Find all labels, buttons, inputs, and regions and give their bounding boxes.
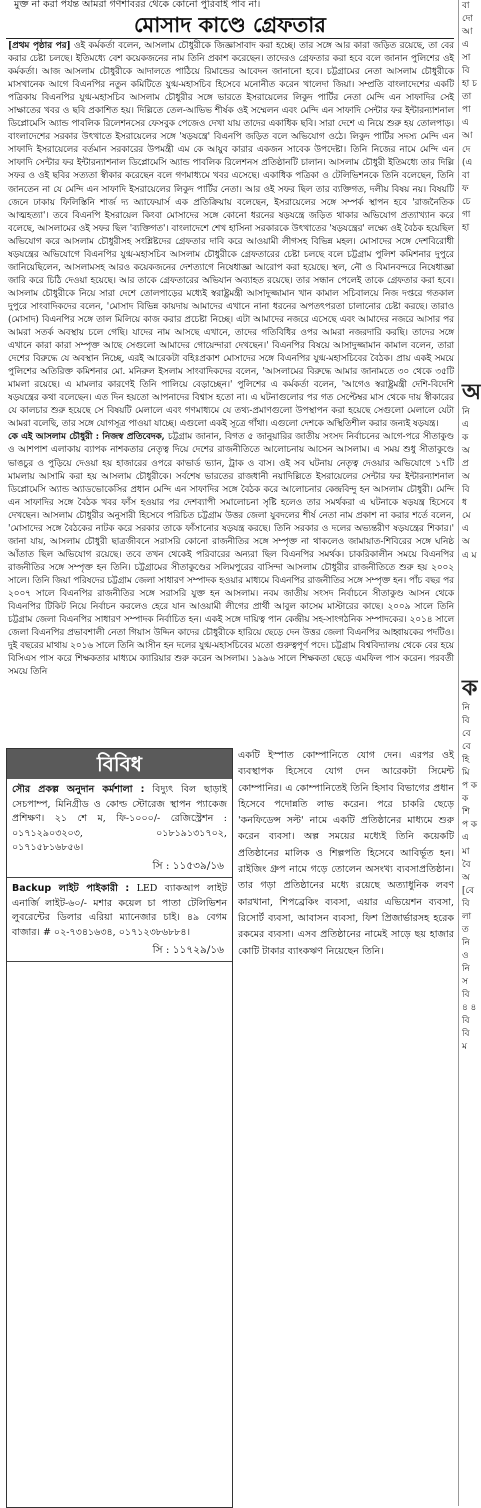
adjacent-text-top: বা দো আ এ সা বি হা চ তা পা এ আ দে (এ বা ফ চে গা হা (462, 1, 477, 233)
adjacent-heading-2: ক (462, 676, 478, 701)
article-continuation: একটি ইস্পাত কোম্পানিতে যোগ দেন। এরপর ওই ব্যবস্থাপক হিসেবে যোগ দেন আরেকটা সিমেন্ট কোম্পানির। এ কোম্পানিতেই তিনি হিসাব বিভাগের প্রধান হিসেবে পদোন্নতি লাভ করেন। পরে চাকরি ছেড়ে 'কনফিডেন্স সল্ট' নামে একটি প্রতিষ্ঠানের মাধ্যমে শুরু করেন ব্যবসা। অল্প সময়ের মধ্যেই তিনি কয়েকটি প্রতিষ্ঠানের মালিক ও শিল্পপতি হিসেবে আবির্ভূত হন। রাইজিং গ্রুপ নামে গড়ে তোলেন অসংখ্য ব্যবসাপ্রতিষ্ঠান। তার গড়া প্রতিষ্ঠানের মধ্যে রয়েছে অত্যাধুনিক লবণ কারখানা, শিপব্রেকিং ব্যবসা, এয়ার এভিয়েশন ব্যবসা, রিসোর্ট ব্যবসা, আবাসন ব্যবসা, ফিশ প্রিজার্ভারসহ হরেক রকমের ব্যবসা। এসব প্রতিষ্ঠানের নামেই সাড়ে ছয় হাজার কোটি টাকার ব্যাংকঋণ নিয়েছেন তিনি। (238, 750, 454, 957)
article-lead: [প্রথম পৃষ্ঠার পর] (8, 41, 71, 51)
classified-ad (7, 779, 232, 858)
classified-ad (7, 878, 232, 942)
ad-body: বিদ্যুৎ বিল ছাড়াই সেচপাম্প, মিনিগ্রীড ও কোল্ড স্টোরেজ স্থাপন প্যাকেজ প্রশিক্ষণ। ২১ শে ম, ফি-১০০০/- রেজিস্ট্রেশন : ০১৭১২৯০৩২০৩, ০১৮১৯১৩১৭০২, ০১৭১৫৮১৬৮৫৬। (12, 784, 227, 854)
subsection-lead: কে এই আসলাম চৌধুরী : নিজস্ব প্রতিবেদক, (8, 432, 165, 443)
article-headline: মোসাদ কাণ্ডে গ্রেফতার (134, 13, 326, 37)
adjacent-heading-1: অ (462, 380, 481, 405)
column-divider (458, 0, 459, 1506)
adjacent-text-mid: নি এ ক অ প্র অ বি ধ মে এ অ এ ম (462, 407, 477, 561)
ad-code: সি : ১১৫৩৯/১৬ (7, 858, 232, 878)
ad-code: সি : ১১৭২৯/১৬ (7, 942, 232, 962)
ad-title: সৌর প্রকল্প অনুদান কর্মশালা : (12, 784, 145, 795)
article-body-2: চট্টগ্রাম জানান, বিগত ৫ জানুয়ারির জাতীয় সংসদ নির্বাচনের আগে-পরে সীতাকুণ্ড ও আশপাশ এলাকায় ব্যাপক নাশকতার নেতৃত্ব দিয়ে দেশের রাজনীতিতে আলোচনায় আসেন আসলাম। এ সময় শুধু সীতাকুণ্ডে ভাঙচুর ও পুড়িয়ে দেওয়া হয় হাজারের ওপরে কাভার্ড ভ্যান, ট্রাক ও বাস। ওই সব ঘটনায় নেতৃত্ব দেওয়ার অভিযোগে ১৭টি মামলায় আসামি করা হয় আসলাম চৌধুরীকে। সর্বশেষ ভারতের রাজধানী নয়াদিল্লিতে ইসরায়েলের সেন্টার ফর ইন্টারন্যাশনাল ডিপ্লোমেসি অ্যান্ড অ্যাডভোকেসির প্রধান মেন্দি এন সাফাদির সঙ্গে বৈঠক করে আলোচনার কেন্দ্রবিন্দু হন আসলাম চৌধুরী। মেন্দি এন সাফাদির সঙ্গে বৈঠক খবর ফাঁস হওয়ার পর দেশব্যাপী সমালোচনা সৃষ্টি হলেও তার সমর্থকরা এ ঘটনাকে ষড়যন্ত্র হিসেবে দেখছেন। আসলাম চৌধুরীর অনুসারী হিসেবে পরিচিত চট্টগ্রাম উত্তর জেলা যুবদলের শীর্ষ নেতা নাম প্রকাশ না করার শর্তে বলেন, 'মোসাদের সঙ্গে বৈঠকের নাটক করে সরকার তাকে ফাঁসানোর ষড়যন্ত্র করছে। তিনি সরকার ও দলের অভ্যন্তরীণ ষড়যন্ত্রের শিকার।' জানা যায়, আসলাম চৌধুরী ছাত্রজীবনে সরাসরি কোনো রাজনীতির সঙ্গে সম্পৃক্ত না থাকলেও জামায়াত-শিবিরের সঙ্গে ঘনিষ্ঠ আঁতাত ছিল অভিযোগ রয়েছে। তবে তখন থেকেই পরিবারের অন্যরা ছিল বিএনপির সমর্থক। চাকরিকালীন সময়ে বিএনপির রাজনীতির সঙ্গে সম্পৃক্ত হন তিনি। চট্টগ্রামের সীতাকুণ্ডের সলিমপুরের বাসিন্দা আসলাম চৌধুরীর রাজনীতিতে শুরু হয় ২০০২ সালে। তিনি জিয়া পরিষদের চট্টগ্রাম জেলা সাধারণ সম্পাদক হওয়ার মাধ্যমে বিএনপির রাজনীতির সঙ্গে সম্পৃক্ত হন। পাঁচ বছর পর ২০০৭ সালে বিএনপির রাজনীতির সঙ্গে সরাসরি যুক্ত হন আসলাম। নবম জাতীয় সংসদ নির্বাচনে সীতাকুণ্ড আসন থেকে বিএনপির টিকিট নিয়ে নির্বাচন করলেও হেরে যান আওয়ামী লীগের প্রার্থী আবুল কাসেম মাস্টারের কাছে। ২০০৯ সালে তিনি চট্টগ্রাম জেলা বিএনপির সাধারণ সম্পাদক নির্বাচিত হন। একই সঙ্গে দায়িত্ব পান কেন্দ্রীয় সহ-সাংগঠনিক সম্পাদকের। ২০১৪ সালে জেলা বিএনপির প্রভাবশালী নেতা গিয়াস উদ্দিন কাদের চৌধুরীকে হারিয়ে ছেড়ে দেন উত্তর জেলা বিএনপির আহ্বায়কের পদটিও। দুই বছরের মাথায় ২০১৬ সালে তিনি আসীন হন দলের যুগ্ম-মহাসচিবের মতো গুরুত্বপূর্ণ পদে। চট্টগ্রাম বিশ্ববিদ্যালয় থেকে বের হয়ে বিসিএস পাস করে শিক্ষকতার মাধ্যমে ক্যারিয়ার শুরু করেন আসলাম। ১৯৯৬ সালে শিক্ষকতা ছেড়ে এমফিল পাস করেন। পরবর্তী সময়ে তিনি (8, 432, 455, 678)
article-body-1: ওই কর্মকর্তা বলেন, আসলাম চৌধুরীকে জিজ্ঞাসাবাদ করা হচ্ছে। তার সঙ্গে আর কারা জড়িত রয়েছে, তা বের করার চেষ্টা চলছে। ইতিমধ্যে বেশ কয়েকজনের নাম তিনি প্রকাশ করেছেন। তাদেরও গ্রেফতার করা হবে বলে জানান পুলিশের ওই কর্মকর্তা। আজ আসলাম চৌধুরীকে আদালতে পাঠিয়ে রিমান্ডের আবেদন জানানো হবে। চট্টগ্রামের নেতা আসলাম চৌধুরীকে মাসখানেক আগে বিএনপির নতুন কমিটিতে যুগ্ম-মহাসচিব হিসেবে মনোনীত করেন খালেদা জিয়া। সম্প্রতি বাংলাদেশের একটি পত্রিকায় বিএনপির যুগ্ম-মহাসচিব আসলাম চৌধুরীর সঙ্গে ভারতে ইসরায়েলের লিকুদ পার্টির নেতা মেন্দি এন সাফাদির সেই সাক্ষাতের খবর ও ছবি প্রকাশিত হয়। দিল্লিতে তেল-আভিভ শীর্ষক ওই সম্মেলন এবং মেন্দি এন সাফাদি সেন্টার ফর ইন্টারন্যাশনাল ডিপ্লোমেসি অ্যান্ড পাবলিক রিলেশনসের ফেসবুক পেজেও দেখা যায় তাদের একাধিক ছবি। সারা দেশে এ নিয়ে শুরু হয় তোলপাড়। বাংলাদেশের সরকার উৎখাতে ইসরায়েলের সঙ্গে 'ষড়যন্ত্রে' বিএনপি জড়িত বলে অভিযোগ ওঠে। লিকুদ পার্টির সদস্য মেন্দি এন সাফাদি ইসরায়েলের বর্তমান সরকারের উপমন্ত্রী এম কে আয়ুব কারার একজন সাবেক উপদেষ্টা। তিনি নিজের নামে মেন্দি এন সাফাদি সেন্টার ফর ইন্টারন্যাশনাল ডিপ্লোমেসি অ্যান্ড পাবলিক রিলেশনস প্রতিষ্ঠানটি চালান। আসলাম চৌধুরী ইতিমধ্যে তার দিল্লি সফর ও ওই ছবির সত্যতা স্বীকার করেছেন বলে গণমাধ্যমে খবর এসেছে। একাধিক পত্রিকা ও টেলিভিশনকে তিনি বলেছেন, তিনি জানতেন না যে মেন্দি এন সাফাদি ইসরায়েলের লিকুদ পার্টির নেতা। আর ওই সফর ছিল তার ব্যক্তিগত, দলীয় বিষয় নয়। বিষয়টি জেনে ঢাকায় ফিলিস্তিনি শার্জ দ্য অ্যাফেয়ার্স এক প্রতিক্রিয়ায় বলেছেন, ইসরায়েলের সঙ্গে সম্পর্ক স্থাপন হবে 'রাজনৈতিক আত্মহত্যা'। তবে বিএনপি ইসরায়েল কিংবা মোসাদের সঙ্গে কোনো ধরনের ষড়যন্ত্রে জড়িত থাকার অভিযোগ প্রত্যাখ্যান করে বলেছে, আসলামের ওই সফর ছিল 'ব্যক্তিগত'। বাংলাদেশে শেখ হাসিনা সরকারকে উৎখাতের 'ষড়যন্ত্রের' লক্ষ্যে ওই বৈঠক হয়েছিল অভিযোগ করে আসলাম চৌধুরীসহ সংশ্লিষ্টদের গ্রেফতার দাবি করে আওয়ামী লীগসহ বিভিন্ন মহল। মোসাদের সঙ্গে দেশবিরোধী ষড়যন্ত্রের অভিযোগে বিএনপির যুগ্ম-মহাসচিব আসলাম চৌধুরীকে গ্রেফতারের চেষ্টা চলছে বলে চট্টগ্রাম পুলিশ কমিশনার দুপুরে জানিয়েছিলেন, আসলামসহ আরও কয়েকজনের দেশত্যাগে নিষেধাজ্ঞা আরোপ করা হয়েছে। স্থল, নৌ ও বিমানবন্দরে নিষেধাজ্ঞা জারি করে চিঠি দেওয়া হয়েছে। আর তাকে গ্রেফতারের অভিযান অব্যাহত রয়েছে। তার সন্ধান পেলেই তাকে গ্রেফতার করা হবে। আসলাম চৌধুরীকে নিয়ে সারা দেশে তোলপাড়ের মধ্যেই স্বরাষ্ট্রমন্ত্রী আসাদুজ্জামান খান কামাল সচিবালয়ে নিজ দপ্তরে গতকাল দুপুরে সাংবাদিকদের বলেন, 'মোসাদ বিভিন্ন কায়দায় আমাদের এখানে নানা ধরনের অপতৎপরতা চালানোর চেষ্টা করছে। তারাও (মোসাদ) বিএনপির সঙ্গে তাল মিলিয়ে কাজ করার প্রচেষ্টা নিচ্ছে। এটা আমাদের নজরে এসেছে এবং আমাদের নজরে আসার পর আমরা সতর্ক অবস্থায় চলে গেছি। যাদের নাম আসছে এখানে, তাদের গতিবিধির ওপর আমরা নজরদারি করছি। তাদের সঙ্গে এখানে কারা কারা সম্পৃক্ত আছে সেগুলো আমাদের গোয়েন্দারা দেখছেন।' বিএনপির বিষয়ে আসাদুজ্জামান কামাল বলেন, তারা দেশের বিরুদ্ধে যে অবস্থান নিচ্ছে, এরই আরেকটা বহিঃপ্রকাশ মোসাদের সঙ্গে বিএনপির যুগ্ম-মহাসচিবের বৈঠক। প্রায় একই সময়ে পুলিশের অতিরিক্ত কমিশনার মো. মনিরুল ইসলাম সাংবাদিকদের বলেন, 'আসলামের বিরুদ্ধে আমার জানামতে ৩০ থেকে ৩৫টি মামলা রয়েছে। এ মামলার কারণেই তিনি পালিয়ে বেড়াচ্ছেন।' পুলিশের এ কর্মকর্তা বলেন, 'আগেও স্বরাষ্ট্রমন্ত্রী দেশি-বিদেশি ষড়যন্ত্রের কথা বলেছেন। এত দিন হয়তো আপনাদের বিশ্বাস হতো না। এ ঘটনাগুলোর পর গত সেপ্টেম্বর মাস থেকে দায় স্বীকারের যে কালচার শুরু হয়েছে সে বিষয়টি মেলালে এবং গণমাধ্যমে যে তথ্য-প্রমাণগুলো উপস্থাপন করা হয়েছে সেগুলো মেলালে যেটা আমরা বলেছি, তার সঙ্গে যোগসূত্র পাওয়া যাচ্ছে। এগুলো একই সূত্রে গাঁথা। এগুলো দেশকে অস্থিতিশীল করার জন্যই ষড়যন্ত্র। (8, 41, 455, 430)
classifieds-box (6, 748, 233, 1508)
main-article (8, 40, 454, 748)
adjacent-column-strip (462, 0, 481, 1506)
ad-body: LED ব্যাকআপ লাইট এনার্জি লাইট-৬০/- মশার কয়েল চা পাতা টেলিভিশন লুবরেন্টের ডিলার এরিয়া ম্যানেজার চাই। ৪৯ বেগম বাজার। # ০২-৭৩৪১৬৩৪, ০১৭১২৩৮৬৮৮৪। (12, 882, 227, 938)
ad-title: Backup লাইট পাইকারী : (12, 882, 130, 894)
previous-article-fragment: মুক্ত না করা পর্যন্ত আমরা গণশাবরর থেকে কোনো পুরিবাই পাব না। (14, 0, 261, 10)
classifieds-title: বিবিধ (7, 749, 232, 779)
article-paragraph-2 (8, 431, 454, 679)
adjacent-text-low: নি বি বে বে হি মি প ক ক শি প ক এ মা বৈ অ [বে বি লা ত নি ও নি স বি ৪ ৪ বি বি ম (462, 703, 477, 1053)
article-paragraph-1 (8, 40, 454, 431)
headline-banner (6, 12, 454, 39)
